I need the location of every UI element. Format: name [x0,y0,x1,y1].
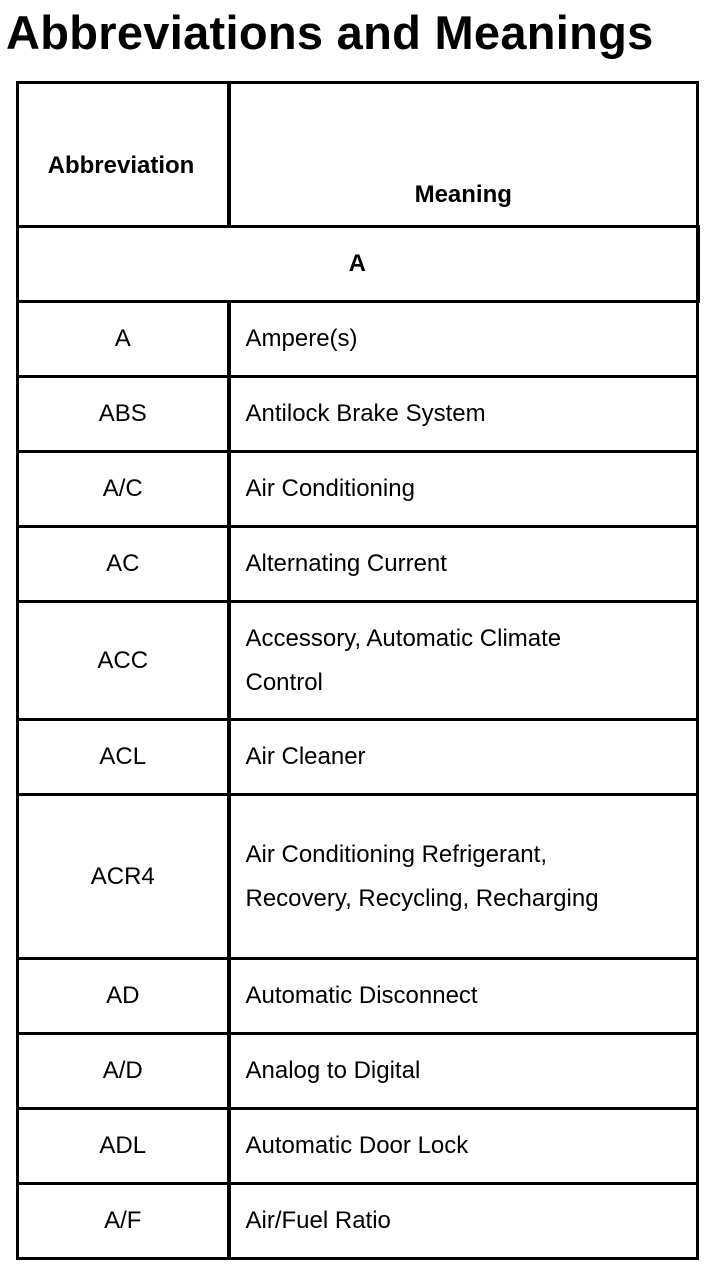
table-row [18,377,698,452]
abbreviation-cell: AC [18,527,229,602]
table-row [18,720,698,795]
meaning-cell: Ampere(s) [229,302,698,377]
meaning-cell: Air Cleaner [229,720,698,795]
abbreviation-cell: ACL [18,720,229,795]
meaning-cell: Automatic Door Lock [229,1109,698,1184]
table-row [18,795,698,959]
meaning-cell: Air/Fuel Ratio [229,1184,698,1259]
meaning-cell: Automatic Disconnect [229,959,698,1034]
table-row [18,1109,698,1184]
section-letter: A [18,227,698,302]
abbreviation-cell: A/C [18,452,229,527]
abbreviation-cell: ADL [18,1109,229,1184]
abbreviation-cell: ACR4 [18,795,229,959]
column-header-meaning: Meaning [229,83,698,227]
table-row [18,452,698,527]
table-header-row [18,83,698,227]
page-title: Abbreviations and Meanings [6,6,654,59]
abbreviation-cell: A/F [18,1184,229,1259]
abbreviation-cell: A [18,302,229,377]
abbreviations-table [16,81,700,1260]
table-row [18,302,698,377]
table-row [18,1034,698,1109]
meaning-cell: Air Conditioning [229,452,698,527]
table-row [18,602,698,720]
meaning-cell: Accessory, Automatic Climate Control [229,602,698,720]
abbreviation-cell: A/D [18,1034,229,1109]
abbreviation-cell: ABS [18,377,229,452]
meaning-cell: Analog to Digital [229,1034,698,1109]
abbreviation-cell: AD [18,959,229,1034]
table-row [18,959,698,1034]
meaning-cell: Antilock Brake System [229,377,698,452]
table-row [18,1184,698,1259]
abbreviation-cell: ACC [18,602,229,720]
section-row [18,227,698,302]
column-header-abbreviation [18,83,229,227]
meaning-cell: Air Conditioning Refrigerant, Recovery, Recycling, Recharging [229,795,698,959]
table-row [18,527,698,602]
column-header-abbreviation-label: Abbreviation [47,152,195,179]
meaning-cell: Alternating Current [229,527,698,602]
